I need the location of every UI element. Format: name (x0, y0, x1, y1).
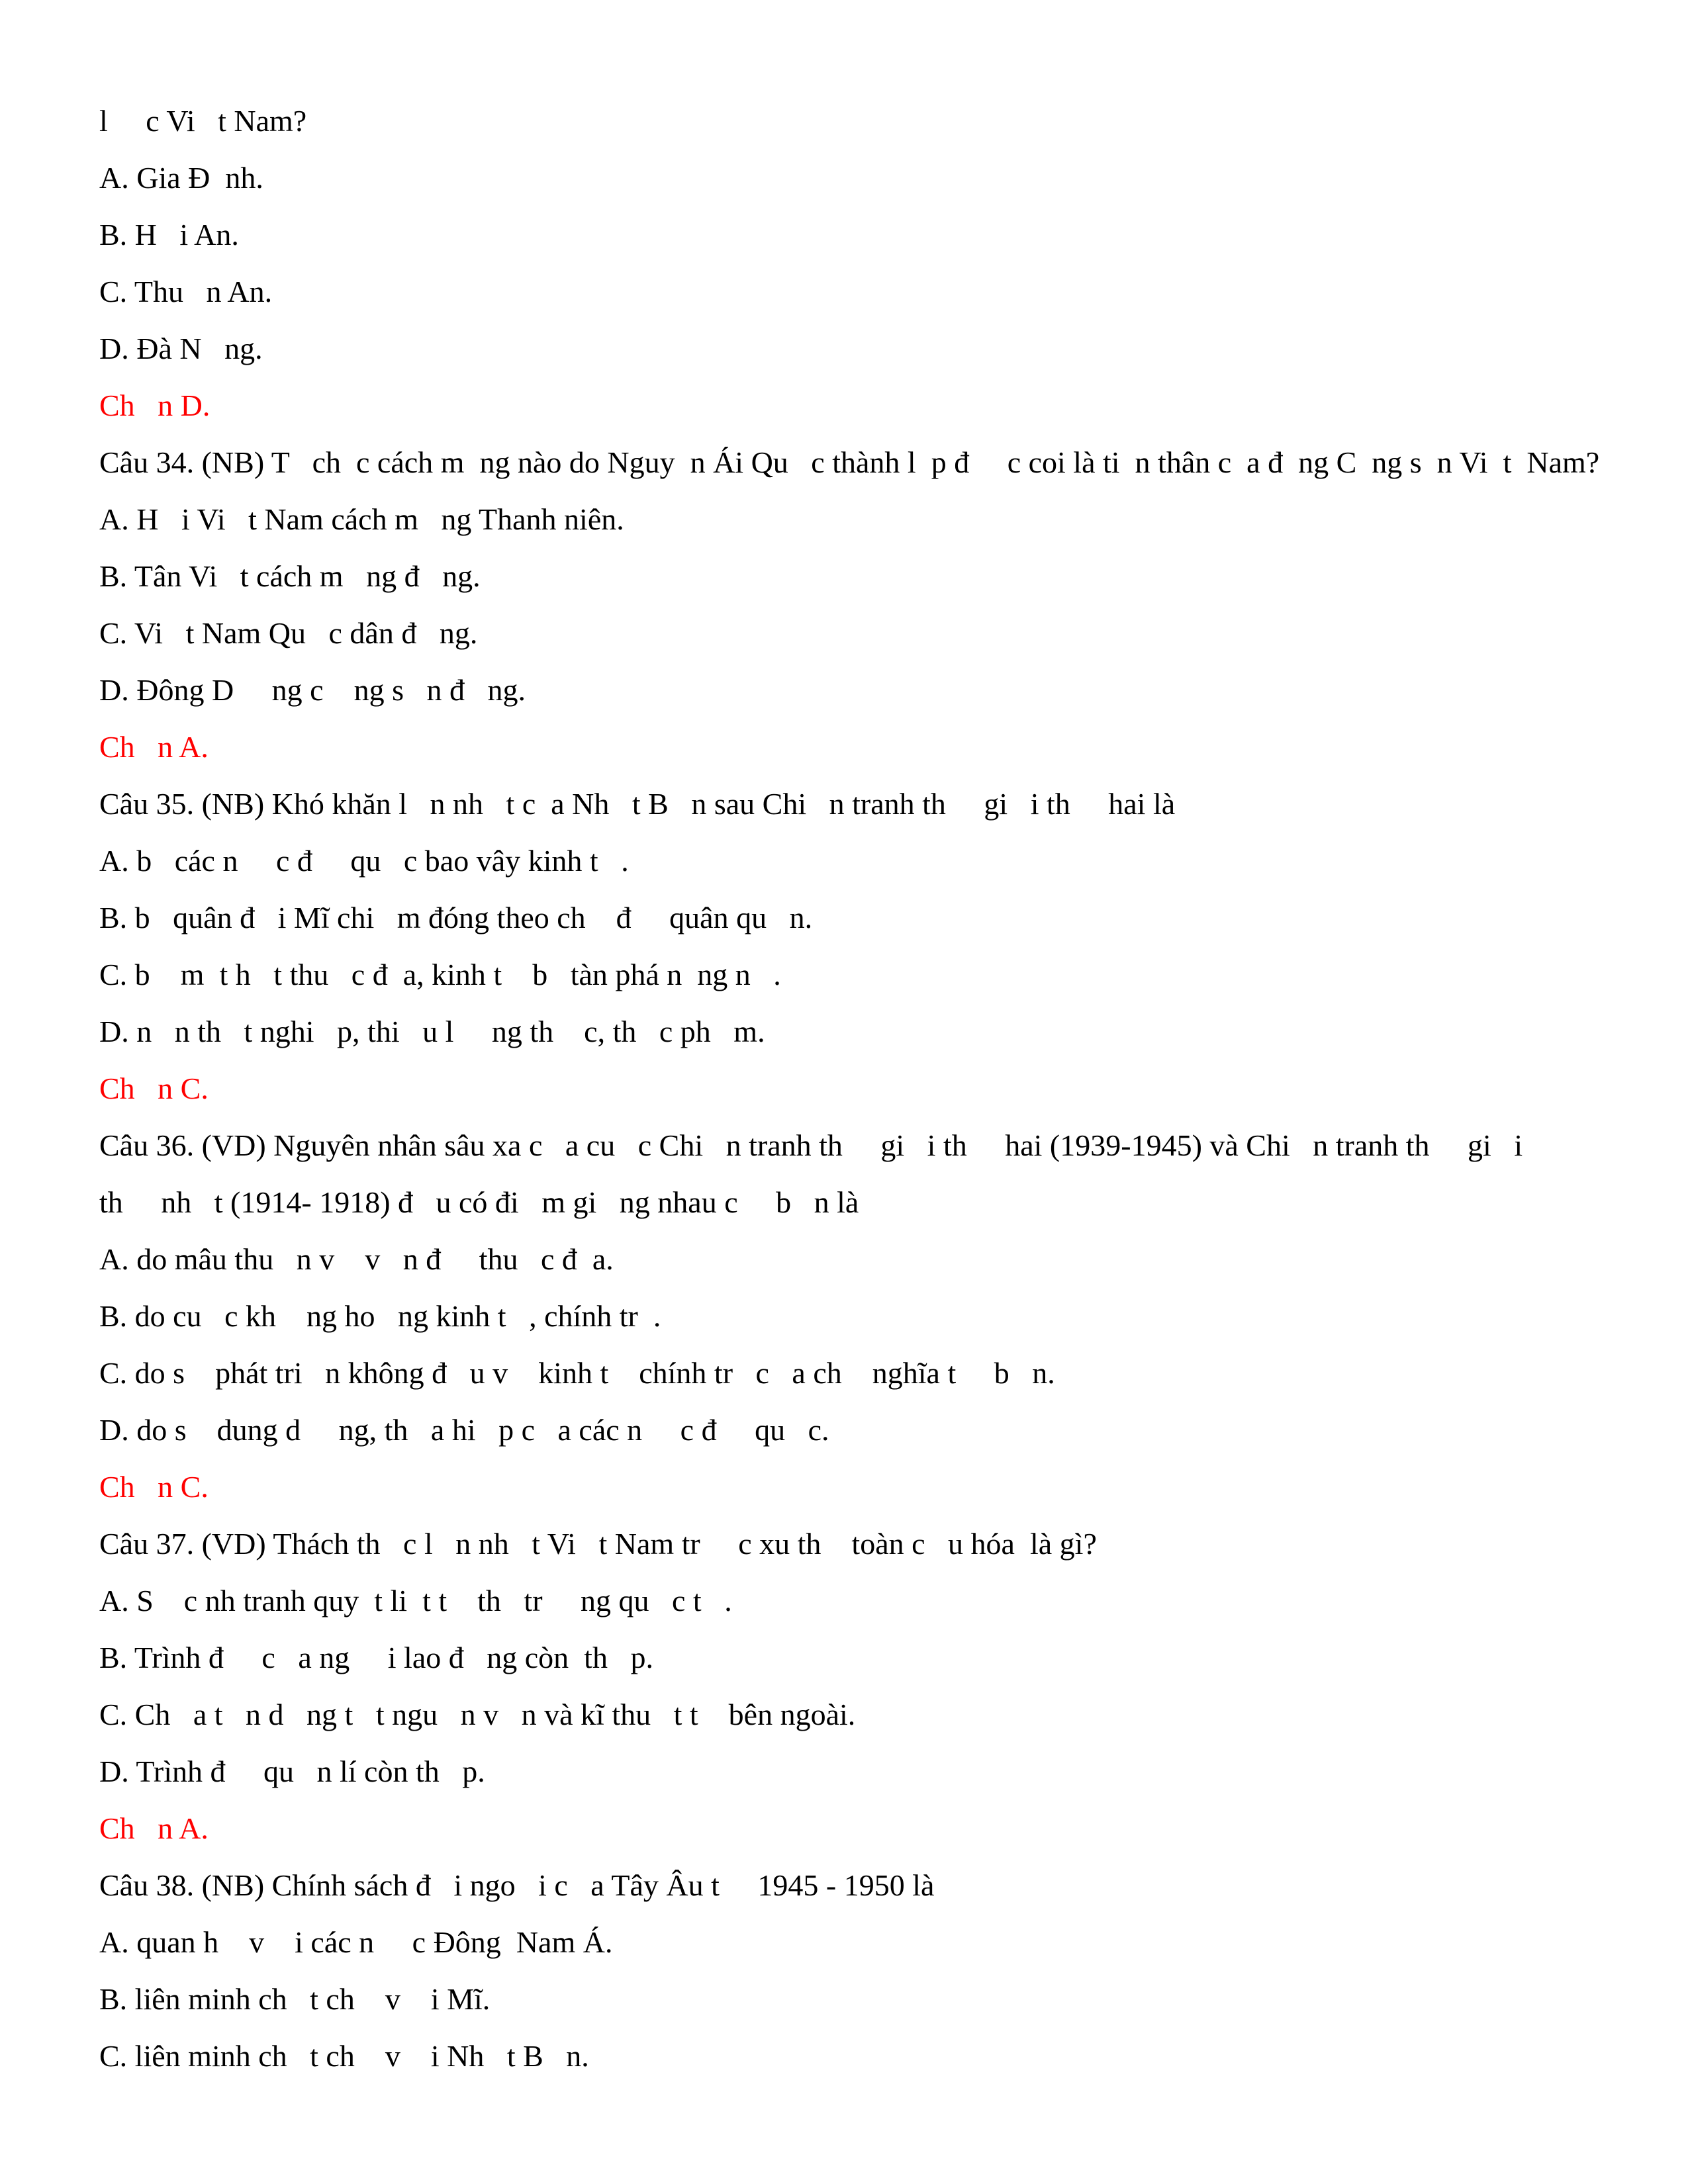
option-c: C. Vi t Nam Qu c dân đ ng. (99, 616, 478, 650)
option-a: A. quan h v i các n c Đông Nam Á. (99, 1925, 613, 1959)
option-d: D. Đà N ng. (99, 332, 263, 365)
option-d: D. n n th t nghi p, thi u l ng th c, th c ph m. (99, 1015, 765, 1048)
option-c: C. liên minh ch t ch v i Nh t B n. (99, 2039, 589, 2073)
option-a: A. b các n c đ qu c bao vây kinh t . (99, 844, 629, 878)
option-b: B. liên minh ch t ch v i Mĩ. (99, 1982, 491, 2016)
question-38: Câu 38. (NB) Chính sách đ i ngo i c a Tây Âu t 1945 - 1950 là (99, 1868, 935, 1902)
option-c: C. do s phát tri n không đ u v kinh t chính tr c a ch nghĩa t b n. (99, 1356, 1055, 1390)
answer-line: Ch n C. (99, 1071, 209, 1105)
answer-line: Ch n A. (99, 1811, 209, 1845)
option-a: A. do mâu thu n v v n đ thu c đ a. (99, 1242, 614, 1276)
question-36: Câu 36. (VD) Nguyên nhân sâu xa c a cu c Chi n tranh th gi i th hai (1939-1945) và Chi n tranh th gi i th nh t (1914- 1918) đ u có đi m gi ng nhau c b n là (99, 1128, 1523, 1219)
text-line: l c Vi t Nam? (99, 104, 307, 138)
option-c: C. b m t h t thu c đ a, kinh t b tàn phá n ng n . (99, 958, 781, 991)
option-b: B. H i An. (99, 218, 239, 251)
option-a: A. S c nh tranh quy t li t t th tr ng qu c t . (99, 1584, 732, 1617)
document-page (99, 93, 1600, 2085)
option-d: D. do s dung d ng, th a hi p c a các n c đ qu c. (99, 1413, 829, 1447)
option-b: B. Tân Vi t cách m ng đ ng. (99, 559, 481, 593)
option-b: B. Trình đ c a ng i lao đ ng còn th p. (99, 1641, 653, 1674)
option-b: B. b quân đ i Mĩ chi m đóng theo ch đ quân qu n. (99, 901, 813, 934)
option-d: D. Trình đ qu n lí còn th p. (99, 1754, 485, 1788)
answer-line: Ch n A. (99, 730, 209, 764)
answer-line: Ch n D. (99, 388, 211, 422)
option-a: A. H i Vi t Nam cách m ng Thanh niên. (99, 502, 624, 536)
question-37: Câu 37. (VD) Thách th c l n nh t Vi t Nam tr c xu th toàn c u hóa là gì? (99, 1527, 1097, 1561)
question-34: Câu 34. (NB) T ch c cách m ng nào do Nguy n Ái Qu c thành l p đ c coi là ti n thân c a đ ng C ng s n Vi t Nam? (99, 445, 1600, 479)
option-b: B. do cu c kh ng ho ng kinh t , chính tr . (99, 1299, 661, 1333)
option-a: A. Gia Đ nh. (99, 161, 263, 195)
option-c: C. Thu n An. (99, 275, 273, 308)
option-c: C. Ch a t n d ng t t ngu n v n và kĩ thu t t bên ngoài. (99, 1698, 856, 1731)
answer-line: Ch n C. (99, 1470, 209, 1504)
question-35: Câu 35. (NB) Khó khăn l n nh t c a Nh t B n sau Chi n tranh th gi i th hai là (99, 787, 1176, 821)
option-d: D. Đông D ng c ng s n đ ng. (99, 673, 526, 707)
